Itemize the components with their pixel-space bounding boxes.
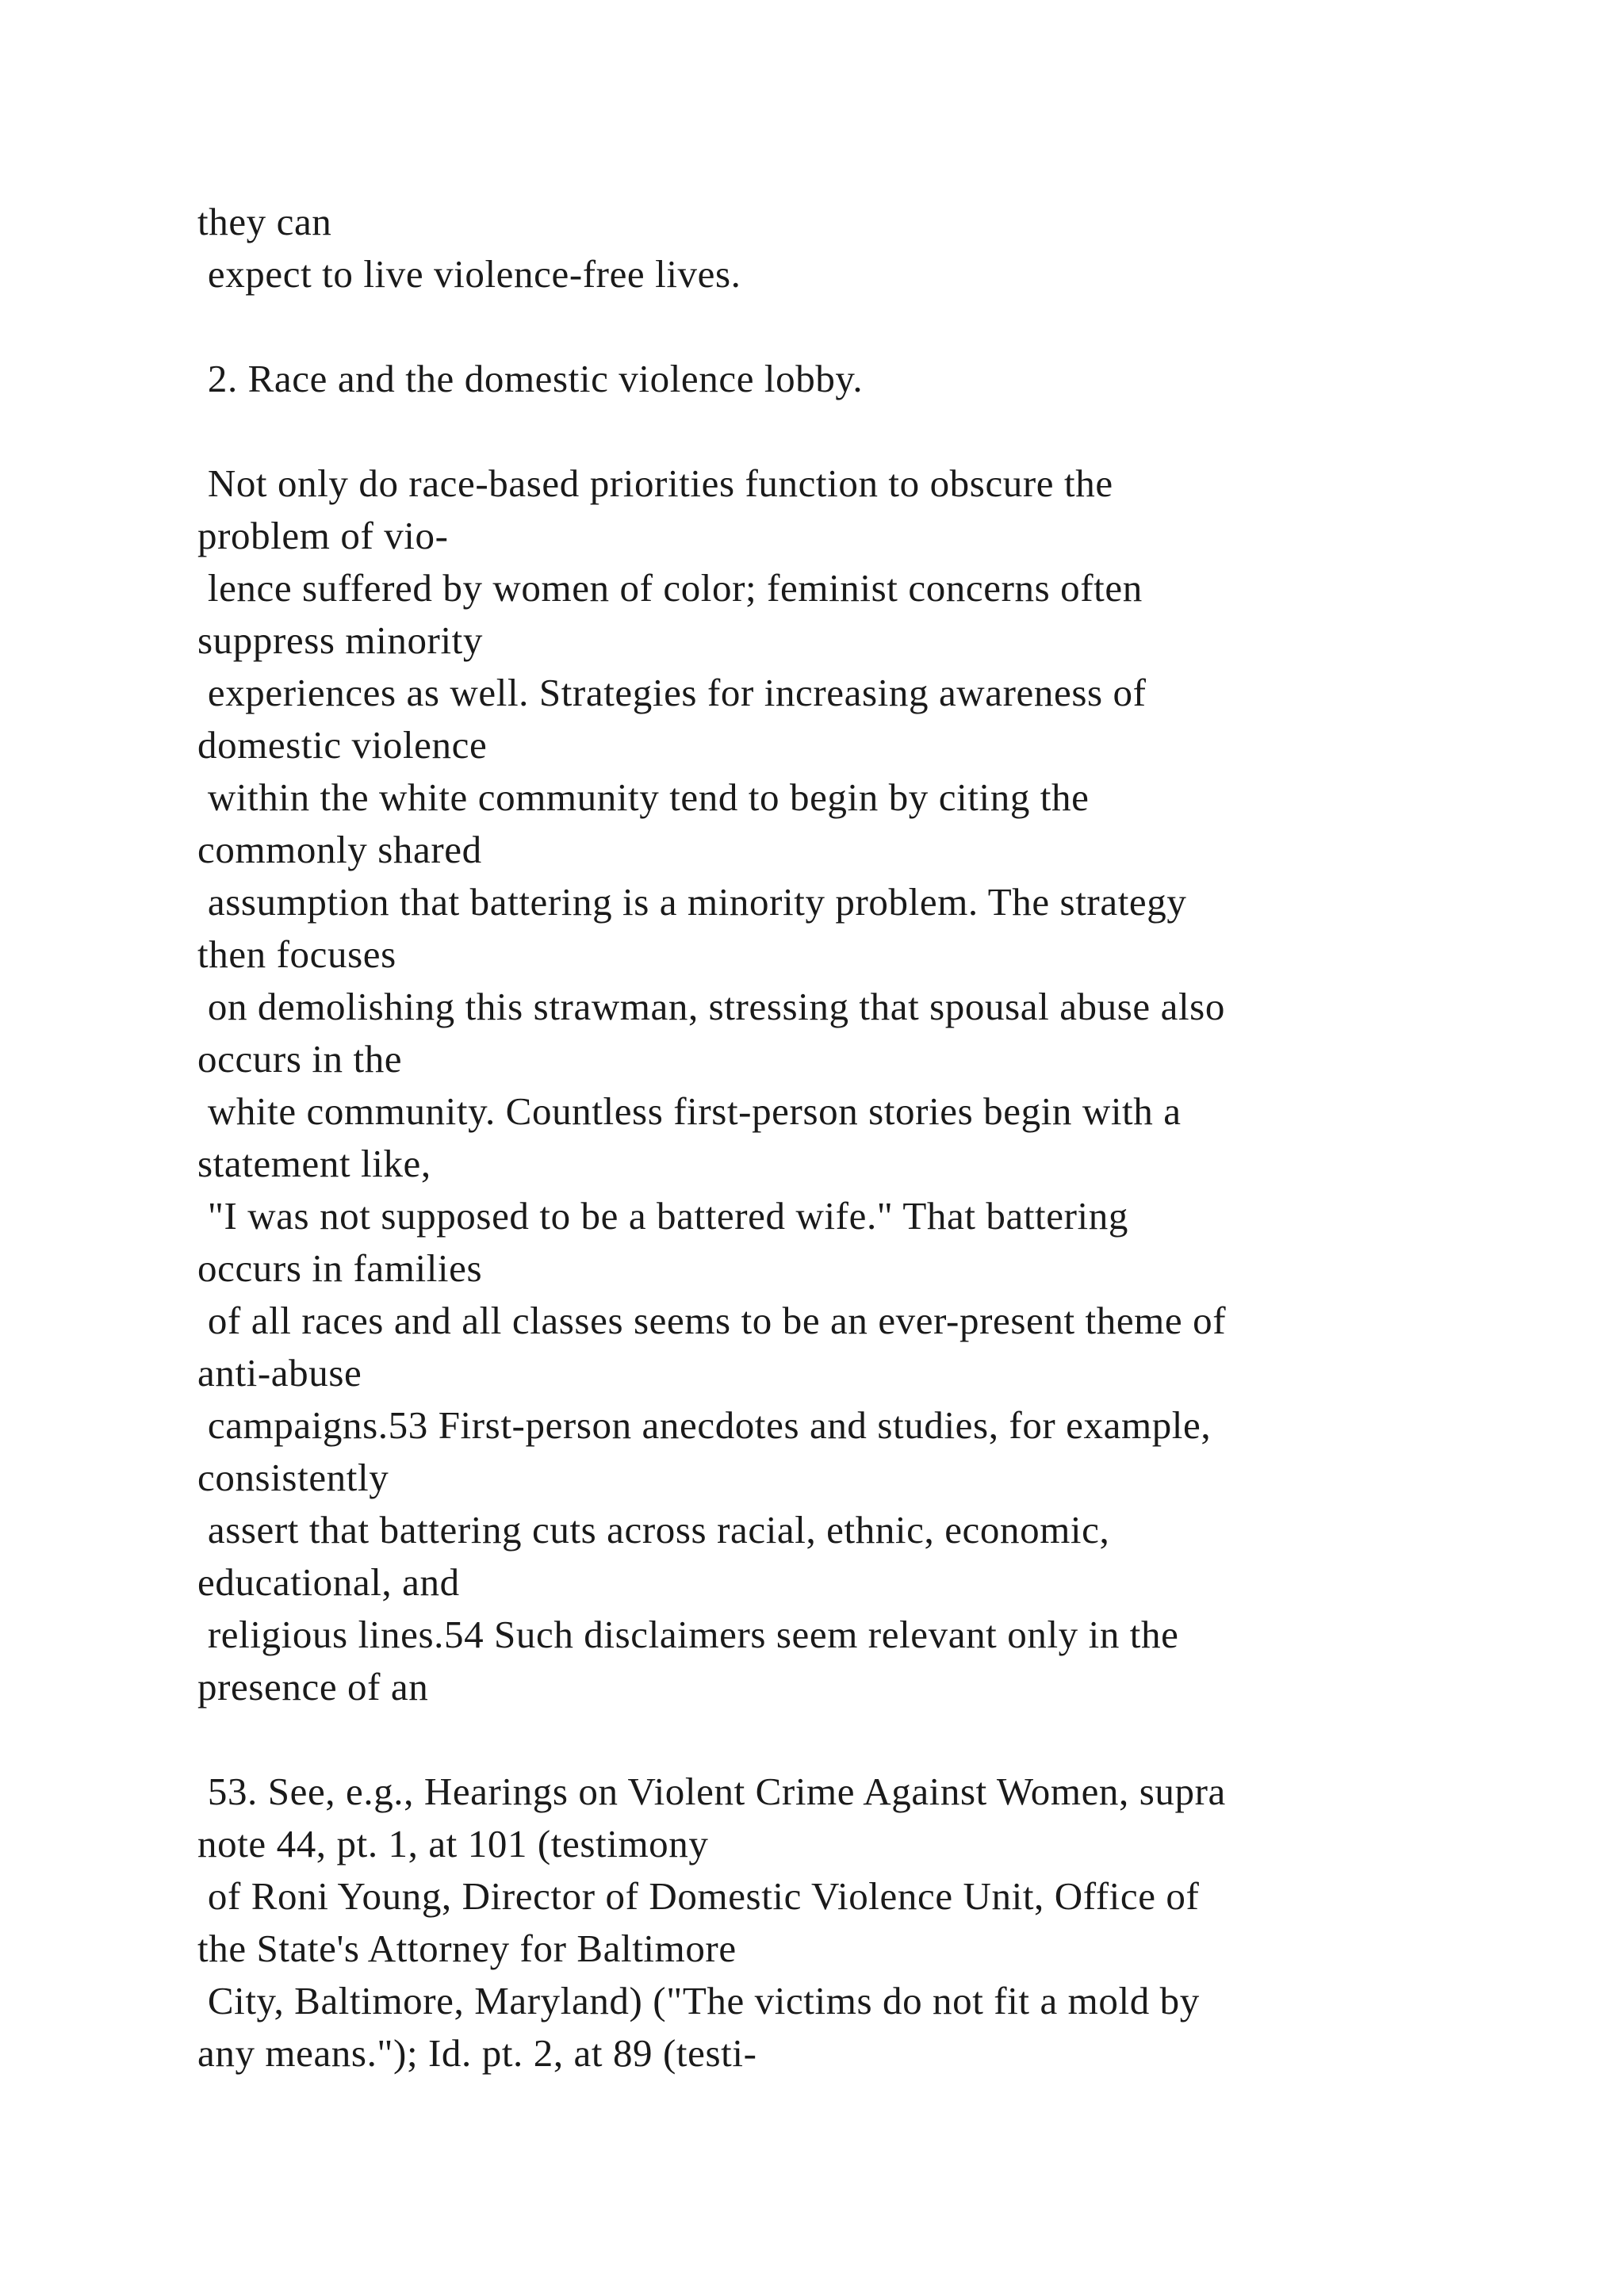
text-line: religious lines.54 Such disclaimers seem relevant only in the xyxy=(197,1613,1179,1656)
text-line: campaigns.53 First-person anecdotes and studies, for example, xyxy=(197,1403,1212,1447)
footnote-line: of Roni Young, Director of Domestic Violence Unit, Office of xyxy=(197,1874,1200,1918)
footnote-line: 53. See, e.g., Hearings on Violent Crime Against Women, supra xyxy=(197,1770,1226,1813)
text-line: presence of an xyxy=(197,1665,429,1709)
section-heading: 2. Race and the domestic violence lobby. xyxy=(197,357,864,400)
text-line: they can xyxy=(197,200,332,243)
text-line: educational, and xyxy=(197,1560,460,1604)
text-line: problem of vio- xyxy=(197,514,449,557)
text-line: consistently xyxy=(197,1456,389,1499)
text-line: Not only do race-based priorities function to obscure the xyxy=(197,461,1113,505)
text-line: domestic violence xyxy=(197,723,488,767)
text-line: assert that battering cuts across racial, ethnic, economic, xyxy=(197,1508,1110,1552)
text-line: then focuses xyxy=(197,932,396,976)
text-line: of all races and all classes seems to be an ever-present theme of xyxy=(197,1299,1227,1342)
text-line: lence suffered by women of color; feminist concerns often xyxy=(197,566,1143,610)
text-line: suppress minority xyxy=(197,618,483,662)
footnote-line: the State's Attorney for Baltimore xyxy=(197,1927,737,1970)
text-line: white community. Countless first-person stories begin with a xyxy=(197,1089,1182,1133)
text-line: assumption that battering is a minority problem. The strategy xyxy=(197,880,1187,924)
text-line: statement like, xyxy=(197,1142,431,1185)
footnote-line: note 44, pt. 1, at 101 (testimony xyxy=(197,1822,709,1866)
text-line: expect to live violence-free lives. xyxy=(197,252,741,296)
footnote-line: City, Baltimore, Maryland) ("The victims do not fit a mold by xyxy=(197,1979,1200,2022)
text-line: "I was not supposed to be a battered wife." That battering xyxy=(197,1194,1128,1238)
footnote-line: any means."); Id. pt. 2, at 89 (testi- xyxy=(197,2031,757,2075)
text-line: occurs in families xyxy=(197,1246,483,1290)
text-line: on demolishing this strawman, stressing that spousal abuse also xyxy=(197,985,1225,1028)
text-line: experiences as well. Strategies for increasing awareness of xyxy=(197,671,1147,714)
text-line: within the white community tend to begin by citing the xyxy=(197,775,1090,819)
text-line: occurs in the xyxy=(197,1037,403,1081)
text-line: commonly shared xyxy=(197,828,482,871)
text-line: anti-abuse xyxy=(197,1351,362,1395)
